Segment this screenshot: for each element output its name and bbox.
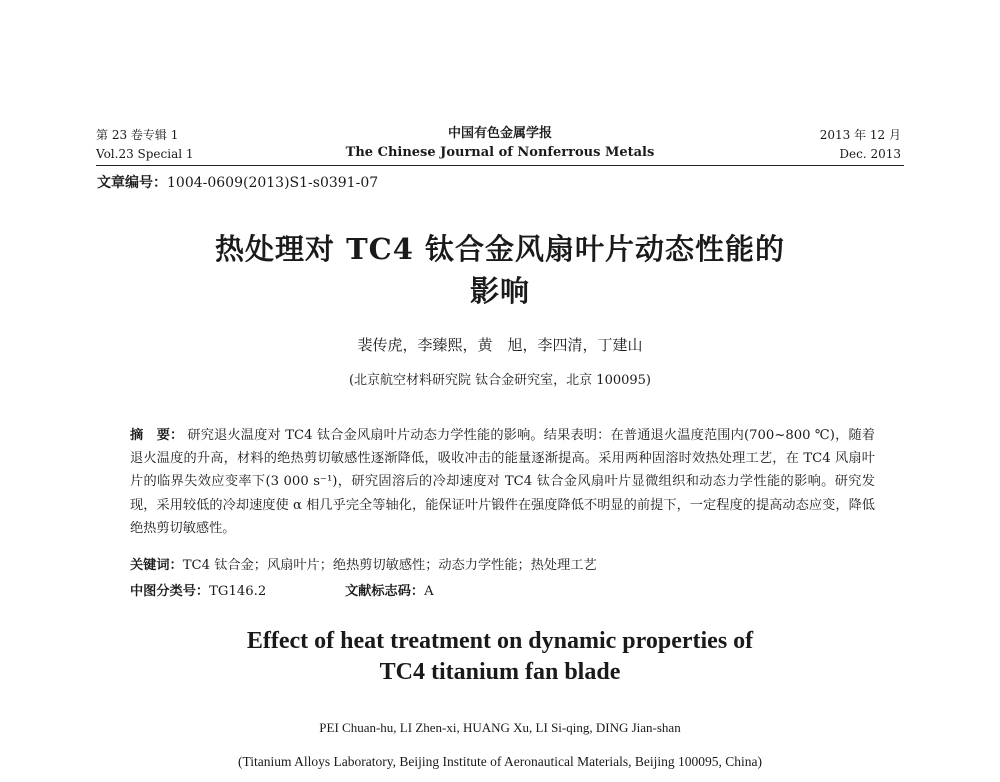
header-rule	[96, 165, 904, 166]
header-volume-cn: 第 23 卷专辑 1	[96, 128, 179, 142]
article-number-value: 1004-0609(2013)S1-s0391-07	[167, 175, 379, 191]
title-en	[150, 626, 850, 688]
title-cn-line1: 热处理对 TC4 钛合金风扇叶片动态性能的	[214, 232, 786, 266]
document-code-value: A	[424, 584, 434, 599]
keywords	[130, 554, 597, 573]
article-number	[97, 172, 378, 192]
authors-en: PEI Chuan-hu, LI Zhen-xi, HUANG Xu, LI Si-qing, DING Jian-shan	[319, 720, 681, 735]
abstract	[130, 424, 875, 540]
header-journal-en: The Chinese Journal of Nonferrous Metals	[345, 145, 655, 160]
authors-cn: 裴传虎，李臻熙，黄 旭，李四清，丁建山	[357, 336, 643, 354]
keywords-text: TC4 钛合金；风扇叶片；绝热剪切敏感性；动态力学性能；热处理工艺	[182, 558, 597, 573]
header-journal-cn: 中国有色金属学报	[447, 126, 552, 141]
header-volume-en: Vol.23 Special 1	[96, 147, 194, 161]
affiliation-en: (Titanium Alloys Laboratory, Beijing Institute of Aeronautical Materials, Beijing 100095, China)	[238, 754, 762, 769]
article-number-label: 文章编号：	[97, 175, 167, 191]
title-cn-line2: 影响	[469, 274, 530, 308]
abstract-text: 研究退火温度对 TC4 钛合金风扇叶片动态力学性能的影响。结果表明：在普通退火温度范围内(700~800 ℃)，随着退火温度的升高，材料的绝热剪切敏感性逐渐降低，吸收冲击的能量逐渐提高。采用两种固溶时效热处理工艺，在 TC4 风扇叶片的临界失效应变率下(3 000 s⁻¹)，研究固溶后的冷却速度对 TC4 钛合金风扇叶片显微组织和动态力学性能的影响。研究发现，采用较低的冷却速度使 α 相几乎完全等轴化，能保证叶片锻件在强度降低不明显的前提下，一定程度的提高动态应变，降低绝热剪切敏感性。	[130, 428, 875, 536]
title-en-line2: TC4 titanium fan blade	[379, 659, 621, 685]
abstract-label: 摘 要：	[130, 428, 184, 443]
classification-label: 中图分类号：	[130, 584, 210, 599]
title-en-line1: Effect of heat treatment on dynamic properties of	[246, 628, 754, 654]
header-date-en: Dec. 2013	[839, 147, 901, 161]
header-date-cn: 2013 年 12 月	[819, 128, 901, 142]
affiliation-cn: (北京航空材料研究院 钛合金研究室，北京 100095)	[348, 373, 652, 388]
classification	[130, 580, 266, 599]
document-code	[345, 580, 434, 599]
title-cn	[150, 228, 850, 312]
document-code-label: 文献标志码：	[345, 584, 425, 599]
keywords-label: 关键词：	[130, 558, 183, 573]
classification-value: TG146.2	[209, 584, 267, 599]
